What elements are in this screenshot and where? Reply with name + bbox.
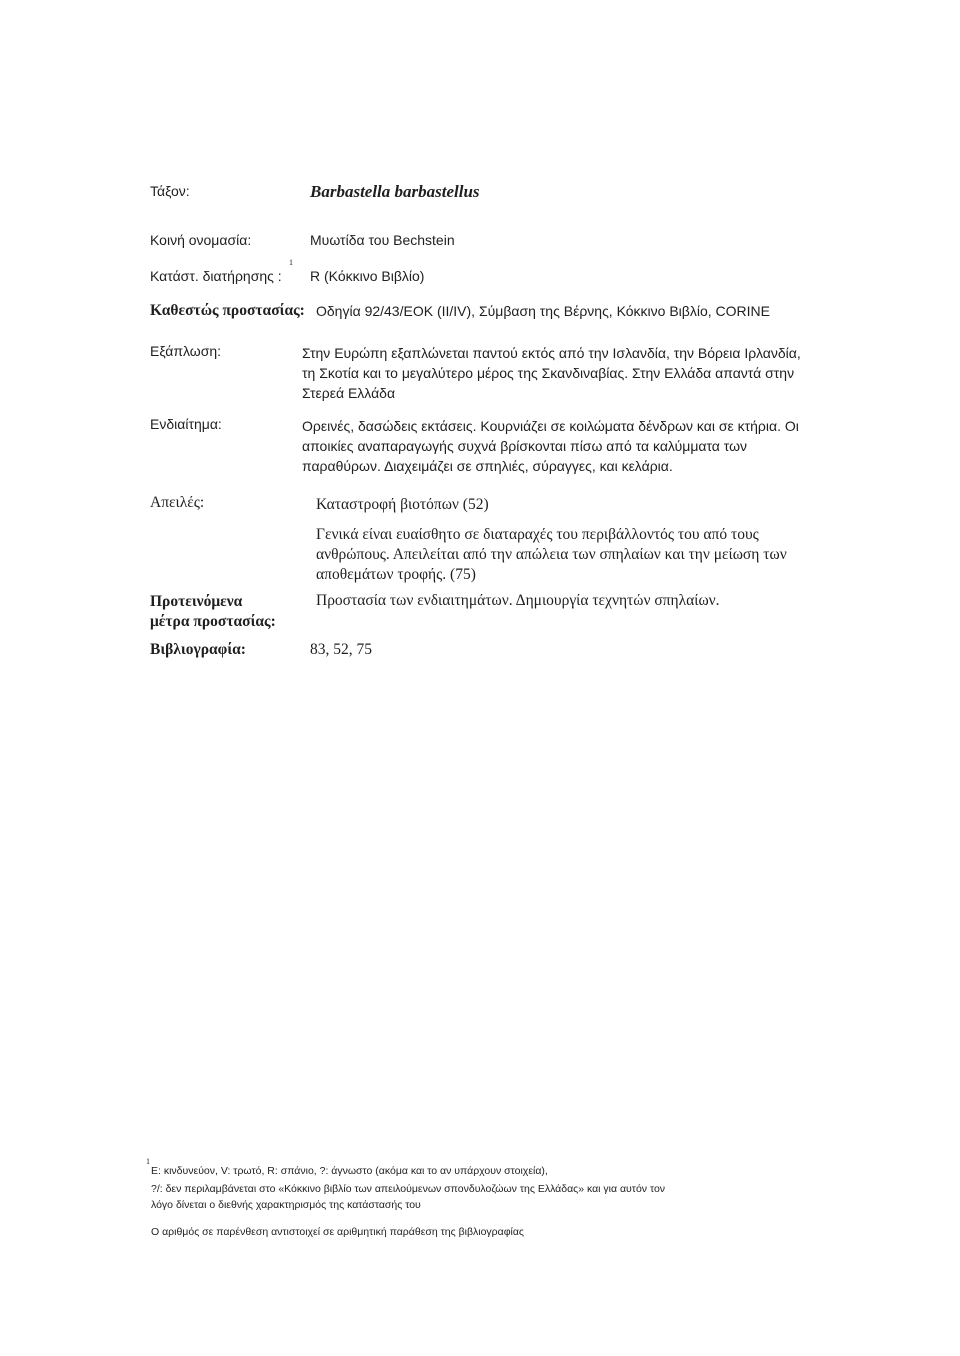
distribution-label: Εξάπλωση: <box>150 343 222 359</box>
common-name-label: Κοινή ονομασία: <box>150 232 252 248</box>
measures-value: Προστασία των ενδιαιτημάτων. Δημιουργία τεχνητών σπηλαίων. <box>316 592 720 609</box>
habitat-text <box>302 416 799 476</box>
protection-value: Οδηγία 92/43/ΕΟΚ (II/IV), Σύμβαση της Βέρνης, Κόκκινο Βιβλίο, CORINE <box>316 303 770 319</box>
taxon-label: Τάξον: <box>150 183 190 199</box>
habitat-label: Ενδιαίτημα: <box>150 416 222 432</box>
footnote-not-included: ?/: δεν περιλαμβάνεται στο «Κόκκινο βιβλίο των απειλούμενων σπονδυλοζώων της Ελλάδας» και για αυτόν τον <box>151 1183 666 1195</box>
distribution-line: τη Σκοτία και το μεγαλύτερο μέρος της Σκανδιναβίας. Στην Ελλάδα απαντά στην <box>302 365 795 381</box>
footnote-international: λόγο δίνεται ο διεθνής χαρακτηρισμός της κατάστασής του <box>151 1199 421 1211</box>
measures-label-line: μέτρα προστασίας: <box>150 613 276 630</box>
measures-label-line: Προτεινόμενα <box>150 593 243 610</box>
measures-label <box>150 592 276 632</box>
taxon-value: Barbastella barbastellus <box>310 182 480 201</box>
common-name-value: Μυωτίδα του Bechstein <box>310 232 455 248</box>
threats-item-habitat-loss: Καταστροφή βιοτόπων (52) <box>316 496 489 513</box>
distribution-text <box>302 343 801 403</box>
threats-line: ανθρώπους. Απειλείται από την απώλεια των σπηλαίων και την μείωση των <box>316 546 787 563</box>
threats-label: Απειλές: <box>150 494 205 511</box>
footnote-status-legend: E: κινδυνεύον, V: τρωτό, R: σπάνιο, ?: άγνωστο (ακόμα και το αν υπάρχουν στοιχεία), <box>151 1165 548 1177</box>
bibliography-label: Βιβλιογραφία: <box>150 641 246 658</box>
protection-label: Καθεστώς προστασίας: <box>150 302 305 319</box>
status-label: Κατάστ. διατήρησης : <box>150 268 282 284</box>
habitat-line: αποικίες αναπαραγωγής συχνά βρίσκονται πίσω από τα καλύμματα των <box>302 438 748 454</box>
threats-line: αποθεμάτων τροφής. (75) <box>316 566 476 583</box>
threats-line: Γενικά είναι ευαίσθητο σε διαταραχές του περιβάλλοντός του από τους <box>316 526 759 543</box>
habitat-line: Ορεινές, δασώδεις εκτάσεις. Κουρνιάζει σε κοιλώματα δένδρων και σε κτήρια. Οι <box>302 418 799 434</box>
status-footnote-marker: 1 <box>289 258 293 267</box>
status-value: R (Κόκκινο Βιβλίο) <box>310 268 425 284</box>
threats-item-disturbance <box>316 525 787 585</box>
footnote-marker: 1 <box>146 1157 150 1166</box>
distribution-line: Στερεά Ελλάδα <box>302 385 396 401</box>
footnote-bibliography-note: Ο αριθμός σε παρένθεση αντιστοιχεί σε αριθμητική παράθεση της βιβλιογραφίας <box>151 1226 524 1238</box>
habitat-line: παραθύρων. Διαχειμάζει σε σπηλιές, σύραγγες, και κελάρια. <box>302 458 673 474</box>
bibliography-value: 83, 52, 75 <box>310 641 372 658</box>
distribution-line: Στην Ευρώπη εξαπλώνεται παντού εκτός από την Ισλανδία, την Βόρεια Ιρλανδία, <box>302 345 801 361</box>
